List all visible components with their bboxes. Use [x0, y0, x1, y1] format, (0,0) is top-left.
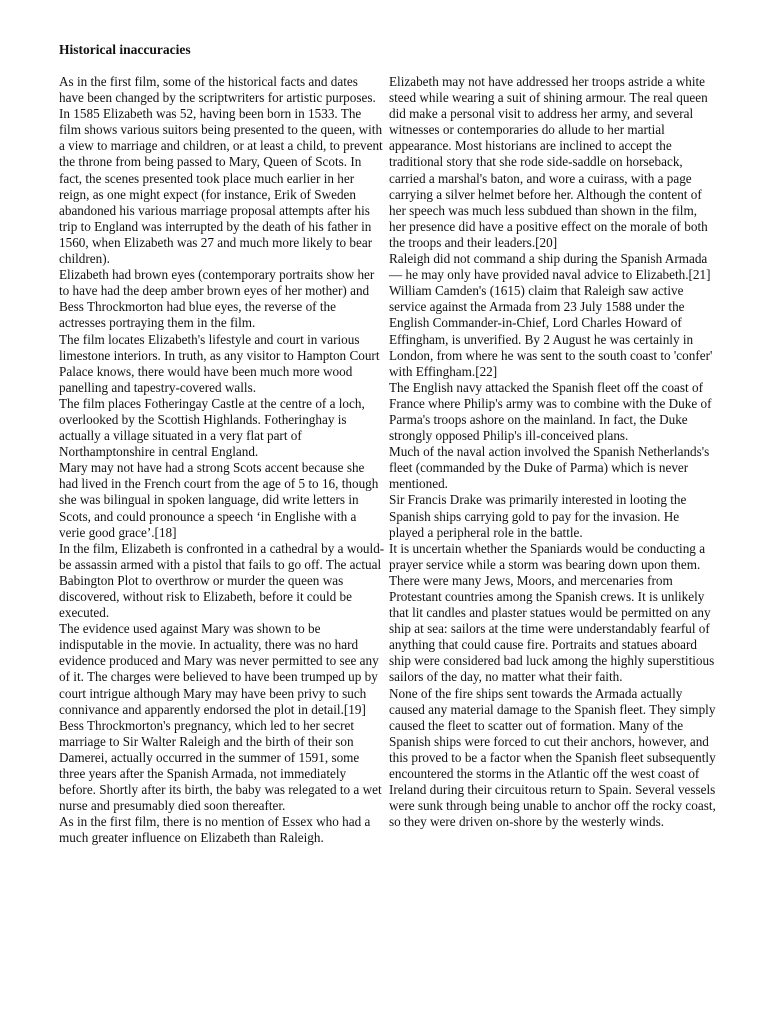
- paragraph: As in the first film, some of the historical facts and dates have been changed by the scriptwriters for artistic purposes.: [59, 74, 376, 106]
- paragraph: Bess Throckmorton's pregnancy, which led to her secret marriage to Sir Walter Raleigh and the birth of their son Damerei, actually occurred in the summer of 1591, some three years after the Spanish Armada, not immediately before. Shortly after its birth, the baby was relegated to a wet nurse and presumably died soon thereafter.: [59, 717, 382, 814]
- paragraph: Mary may not have had a strong Scots accent because she had lived in the French court from the age of 5 to 16, though she was bilingual in spoken language, did write letters in Scots, and could pronounce a speech ‘in Englishe with a verie good grace’.[18]: [59, 460, 379, 540]
- paragraph: Elizabeth had brown eyes (contemporary portraits show her to have had the deep amber brown eyes of her mother) and Bess Throckmorton had blue eyes, the reverse of the actresses portraying them in the film.: [59, 267, 375, 331]
- paragraph: As in the first film, there is no mention of Essex who had a much greater influence on Elizabeth than Raleigh.: [59, 814, 371, 846]
- paragraph: The English navy attacked the Spanish fleet off the coast of France where Philip's army was to combine with the Duke of Parma's troops ashore on the mainland. In fact, the Duke strongly opposed Philip's ill-conceived plans.: [389, 379, 712, 444]
- paragraph: In 1585 Elizabeth was 52, having been born in 1533. The film shows various suitors being presented to the queen, with a view to marriage and children, or at least a child, to prevent the throne from being passed to Mary, Queen of Scots. In fact, the scenes presented took place much earlier in her reign, as one might expect (for instance, Erik of Sweden abandoned his various marriage proposal attempts after his trip to England was interrupted by the death of his father in 1560, when Elizabeth was 27 and much more likely to bear children).: [59, 106, 383, 267]
- paragraph: In the film, Elizabeth is confronted in a cathedral by a would-be assassin armed with a pistol that fails to go off. The actual Babington Plot to overthrow or murder the queen was discovered, without risk to Elizabeth, before it could be executed.: [59, 540, 385, 621]
- right-column: [389, 74, 716, 830]
- paragraph: The evidence used against Mary was shown to be indisputable in the movie. In actuality, there was no hard evidence produced and Mary was never permitted to see any of it. The charges were believed to have been trumped up by court intrigue although Mary may have been privy to such connivance and apparently endorsed the plot in detail.[19]: [59, 621, 379, 717]
- paragraph: The film places Fotheringay Castle at the centre of a loch, overlooked by the Scottish Highlands. Fotheringhay is actually a village situated in a very flat part of Northamptonshire in central England.: [59, 395, 365, 460]
- paragraph: Raleigh did not command a ship during the Spanish Armada — he may only have provided naval advice to Elizabeth.[21] William Camden's (1615) claim that Raleigh saw active service against the Armada from 23 July 1588 under the English Commander-in-Chief, Lord Charles Howard of Effingham, is unverified. By 2 August he was certainly in London, from where he was sent to the south coast to 'confer' with Effingham.[22]: [389, 251, 713, 379]
- paragraph: Sir Francis Drake was primarily interested in looting the Spanish ships carrying gold to pay for the invasion. He played a peripheral role in the battle.: [389, 492, 687, 540]
- paragraph: The film locates Elizabeth's lifestyle and court in various limestone interiors. In truth, as any visitor to Hampton Court Palace knows, there would have been much more wood panelling and tapestry-covered walls.: [59, 331, 380, 395]
- paragraph: Elizabeth may not have addressed her troops astride a white steed while wearing a suit of shining armour. The real queen did make a personal visit to address her army, and several witnesses or contemporaries do allude to her martial appearance. Most historians are inclined to accept the traditional story that she rode side-saddle on horseback, carried a marshal's baton, and wore a cuirass, with a page carrying a silver helmet before her. Although the content of her speech was much less subdued than shown in the film, her presence did have a positive effect on the morale of both the troops and their leaders.[20]: [389, 74, 708, 250]
- left-column: [59, 74, 386, 847]
- paragraph: It is uncertain whether the Spaniards would be conducting a prayer service while a storm was bearing down upon them. There were many Jews, Moors, and mercenaries from Protestant countries among the Spanish crews. It is unlikely that lit candles and plaster statues would be permitted on any ship at sea: sailors at the time were understandably fearful of anything that could cause fire. Portraits and statues aboard ship were considered bad luck among the highly superstitious sailors of the day, no matter what their faith.: [389, 540, 715, 685]
- paragraph: None of the fire ships sent towards the Armada actually caused any material damage to the Spanish fleet. They simply caused the fleet to scatter out of formation. Many of the Spanish ships were forced to cut their anchors, however, and this proved to be a factor when the Spanish fleet subsequently encountered the storms in the Atlantic off the west coast of Ireland during their circuitous return to Spain. Several vessels were sunk through being unable to anchor off the rocky coast, so they were driven on-shore by the westerly winds.: [389, 685, 716, 830]
- section-heading: Historical inaccuracies: [59, 42, 191, 57]
- paragraph: Much of the naval action involved the Spanish Netherlands's fleet (commanded by the Duke of Parma) which is never mentioned.: [389, 444, 710, 492]
